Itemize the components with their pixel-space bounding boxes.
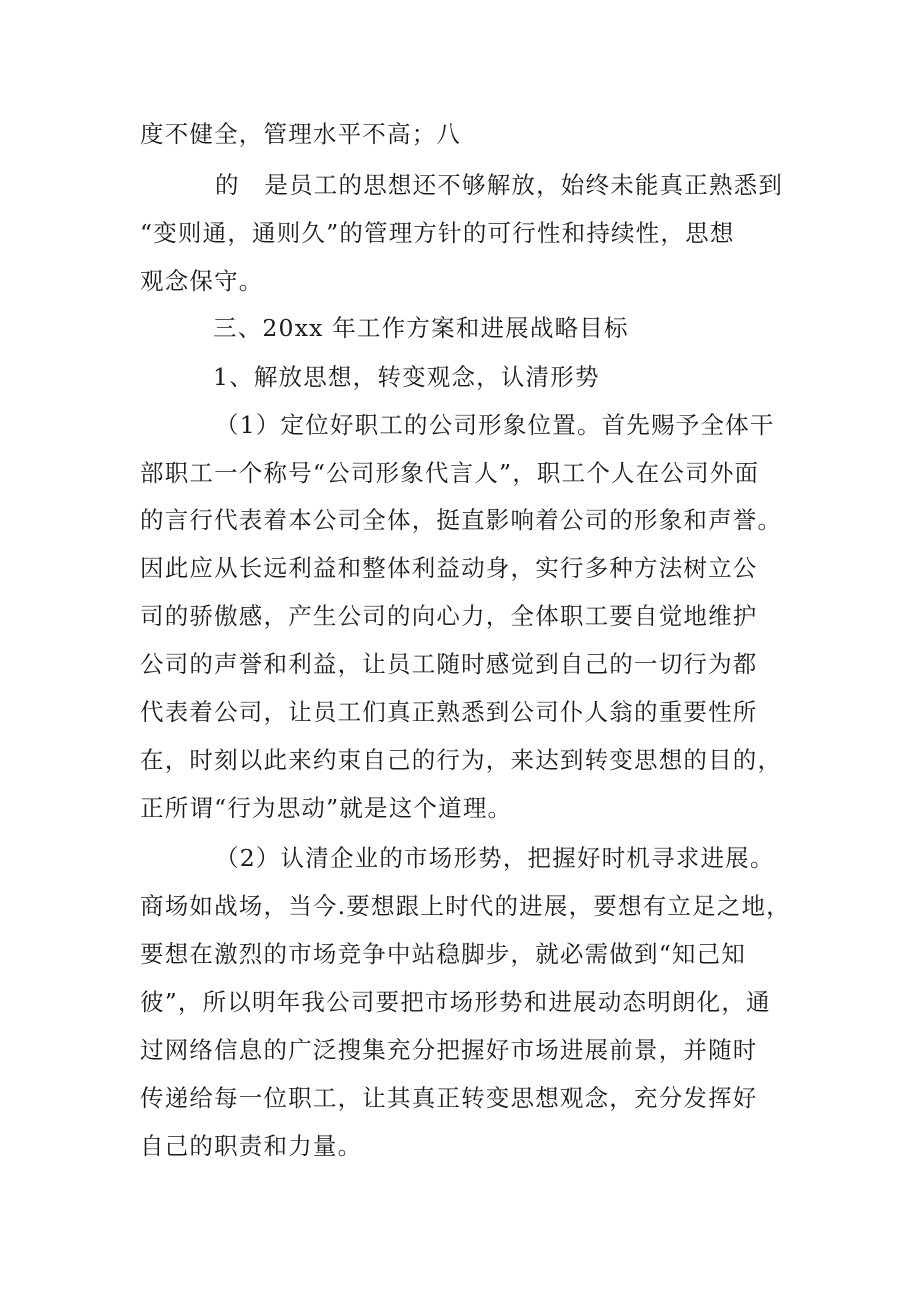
text-line: 在，时刻以此来约束自己的行为，来达到转变思想的目的，: [140, 746, 783, 774]
text-line: 观念保守。: [140, 267, 264, 295]
text-line: 的 是员工的思想还不够解放，始终未能真正熟悉到: [215, 171, 784, 199]
text-line: 公司的声誉和利益，让员工随时感觉到自己的一切行为都: [140, 650, 758, 678]
text-line: 司的骄傲感，产生公司的向心力，全体职工要自觉地维护: [140, 602, 758, 630]
paragraph-start: （2）认清企业的市场形势，把握好时机寻求进展。: [215, 844, 775, 872]
text-line: 代表着公司，让员工们真正熟悉到公司仆人翁的重要性所: [140, 698, 758, 726]
paragraph-start: （1）定位好职工的公司形象位置。首先赐予全体干: [215, 411, 775, 439]
text-line: 商场如战场，当今.要想跟上时代的进展，要想有立足之地，: [140, 892, 791, 920]
text-line: 度不健全，管理水平不高；八: [140, 120, 462, 148]
text-line: “变则通，通则久”的管理方针的可行性和持续性，思想: [140, 219, 735, 247]
text-line: 因此应从长远利益和整体利益动身，实行多种方法树立公: [140, 554, 758, 582]
text-line: 彼”，所以明年我公司要把市场形势和进展动态明朗化，通: [140, 988, 771, 1016]
subsection-heading: 1、解放思想，转变观念，认清形势: [213, 363, 600, 391]
text-line: 传递给每一位职工，让其真正转变思想观念，充分发挥好: [140, 1084, 758, 1112]
section-heading: 三、20xx 年工作方案和进展战略目标: [213, 314, 629, 342]
text-line: 过网络信息的广泛搜集充分把握好市场进展前景，并随时: [140, 1036, 758, 1064]
text-line: 要想在激烈的市场竞争中站稳脚步，就必需做到“知己知: [140, 940, 747, 968]
text-line: 自己的职责和力量。: [140, 1132, 363, 1160]
text-line: 的言行代表着本公司全体，挺直影响着公司的形象和声誉。: [140, 506, 783, 534]
text-line: 正所谓“行为思动”就是这个道理。: [140, 794, 513, 822]
text-line: 部职工一个称号“公司形象代言人”，职工个人在公司外面: [140, 459, 760, 487]
